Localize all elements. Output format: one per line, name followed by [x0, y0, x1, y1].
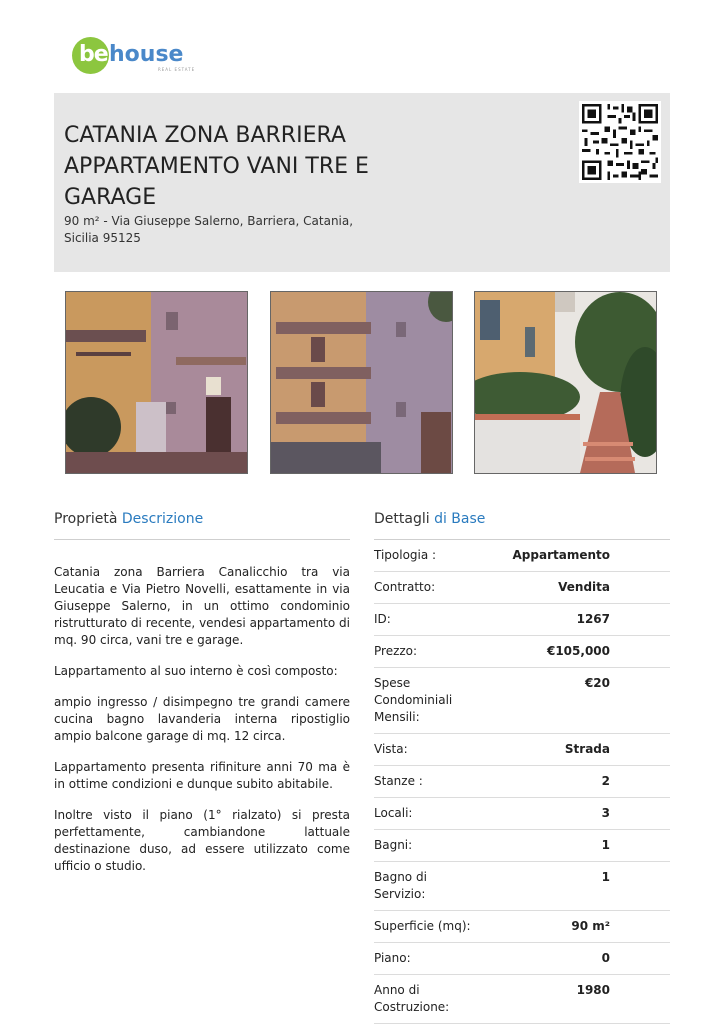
- description-paragraph: ampio ingresso / disimpegno tre grandi camere cucina bagno lavanderia interna ripostiglio ampio balcone garage di mq. 12 circa.: [54, 695, 350, 743]
- detail-value: Appartamento: [512, 548, 610, 562]
- detail-value: Vendita: [558, 580, 610, 594]
- detail-value: 1980: [576, 983, 610, 997]
- detail-label: ID:: [374, 612, 391, 626]
- logo-subtext: REAL ESTATE: [158, 67, 196, 72]
- detail-row-stanze: [374, 766, 670, 798]
- logo-house-text: house: [109, 42, 184, 67]
- description-body: [54, 564, 350, 889]
- detail-value: €20: [584, 676, 610, 690]
- detail-label: Piano:: [374, 951, 411, 965]
- detail-value: Strada: [564, 742, 610, 756]
- detail-row-contratto: [374, 572, 670, 604]
- detail-value: 1267: [576, 612, 610, 626]
- detail-value: 90 m²: [571, 919, 610, 933]
- description-title-accent: Descrizione: [121, 511, 204, 527]
- property-photo-3[interactable]: [474, 291, 657, 474]
- detail-row-vista: [374, 734, 670, 766]
- detail-label: Bagno di Servizio:: [374, 870, 427, 901]
- details-title-main: Dettagli: [374, 511, 430, 527]
- detail-row-piano: [374, 943, 670, 975]
- listing-title: CATANIA ZONA BARRIERA APPARTAMENTO VANI TRE E GARAGE: [64, 123, 369, 210]
- photo-building-facade: [271, 292, 452, 473]
- detail-label: Vista:: [374, 742, 408, 756]
- description-paragraph: Inoltre visto il piano (1° rialzato) si presta perfettamente, cambiandone lattuale destinazione duso, ad essere utilizzato come ufficio o studio.: [54, 808, 350, 873]
- detail-row-spese: [374, 668, 670, 734]
- detail-label: Prezzo:: [374, 644, 418, 658]
- detail-row-locali: [374, 798, 670, 830]
- detail-value: 2: [601, 774, 610, 788]
- property-photo-2[interactable]: [270, 291, 453, 474]
- detail-row-tipologia: [374, 540, 670, 572]
- brand-logo[interactable]: [72, 36, 202, 76]
- detail-label: Bagni:: [374, 838, 413, 852]
- detail-row-prezzo: [374, 636, 670, 668]
- detail-label: Anno di Costruzione:: [374, 983, 450, 1014]
- photo-building-front: [66, 292, 247, 473]
- qr-code-icon: [579, 101, 661, 183]
- detail-row-bagno-servizio: [374, 862, 670, 911]
- property-photo-1[interactable]: [65, 291, 248, 474]
- detail-value: 0: [601, 951, 610, 965]
- detail-value: €105,000: [546, 644, 610, 658]
- detail-label: Contratto:: [374, 580, 436, 594]
- description-paragraph: Lappartamento presenta rifiniture anni 70 ma è in ottime condizioni e dunque subito abitabile.: [54, 760, 350, 791]
- description-paragraph: Catania zona Barriera Canalicchio tra via Leucatia e Via Pietro Novelli, esattamente in via Giuseppe Salerno, in un ottimo condominio ristrutturato di recente, vendesi appartamento di mq. 90 circa, vani tre e garage.: [54, 565, 350, 647]
- detail-row-id: [374, 604, 670, 636]
- details-section-title: [374, 511, 485, 527]
- detail-row-anno: [374, 975, 670, 1024]
- details-title-accent: di Base: [434, 511, 486, 527]
- detail-value: 3: [601, 806, 610, 820]
- detail-label: Spese Condominiali Mensili:: [374, 676, 453, 724]
- detail-value: 1: [601, 870, 610, 884]
- detail-value: 1: [601, 838, 610, 852]
- description-divider: [54, 539, 350, 540]
- description-paragraph: Lappartamento al suo interno è così composto:: [54, 664, 338, 678]
- detail-label: Tipologia :: [374, 548, 437, 562]
- description-section-title: [54, 511, 203, 527]
- description-title-main: Proprietà: [54, 511, 118, 527]
- detail-label: Locali:: [374, 806, 413, 820]
- logo-be-text: be: [79, 42, 108, 67]
- detail-label: Stanze :: [374, 774, 423, 788]
- photo-garden-entrance: [475, 292, 656, 473]
- detail-row-superficie: [374, 911, 670, 943]
- listing-header: [54, 93, 670, 272]
- detail-row-bagni: [374, 830, 670, 862]
- details-table: [374, 540, 670, 1024]
- detail-label: Superficie (mq):: [374, 919, 471, 933]
- listing-address: 90 m² - Via Giuseppe Salerno, Barriera, Catania, Sicilia 95125: [64, 214, 354, 245]
